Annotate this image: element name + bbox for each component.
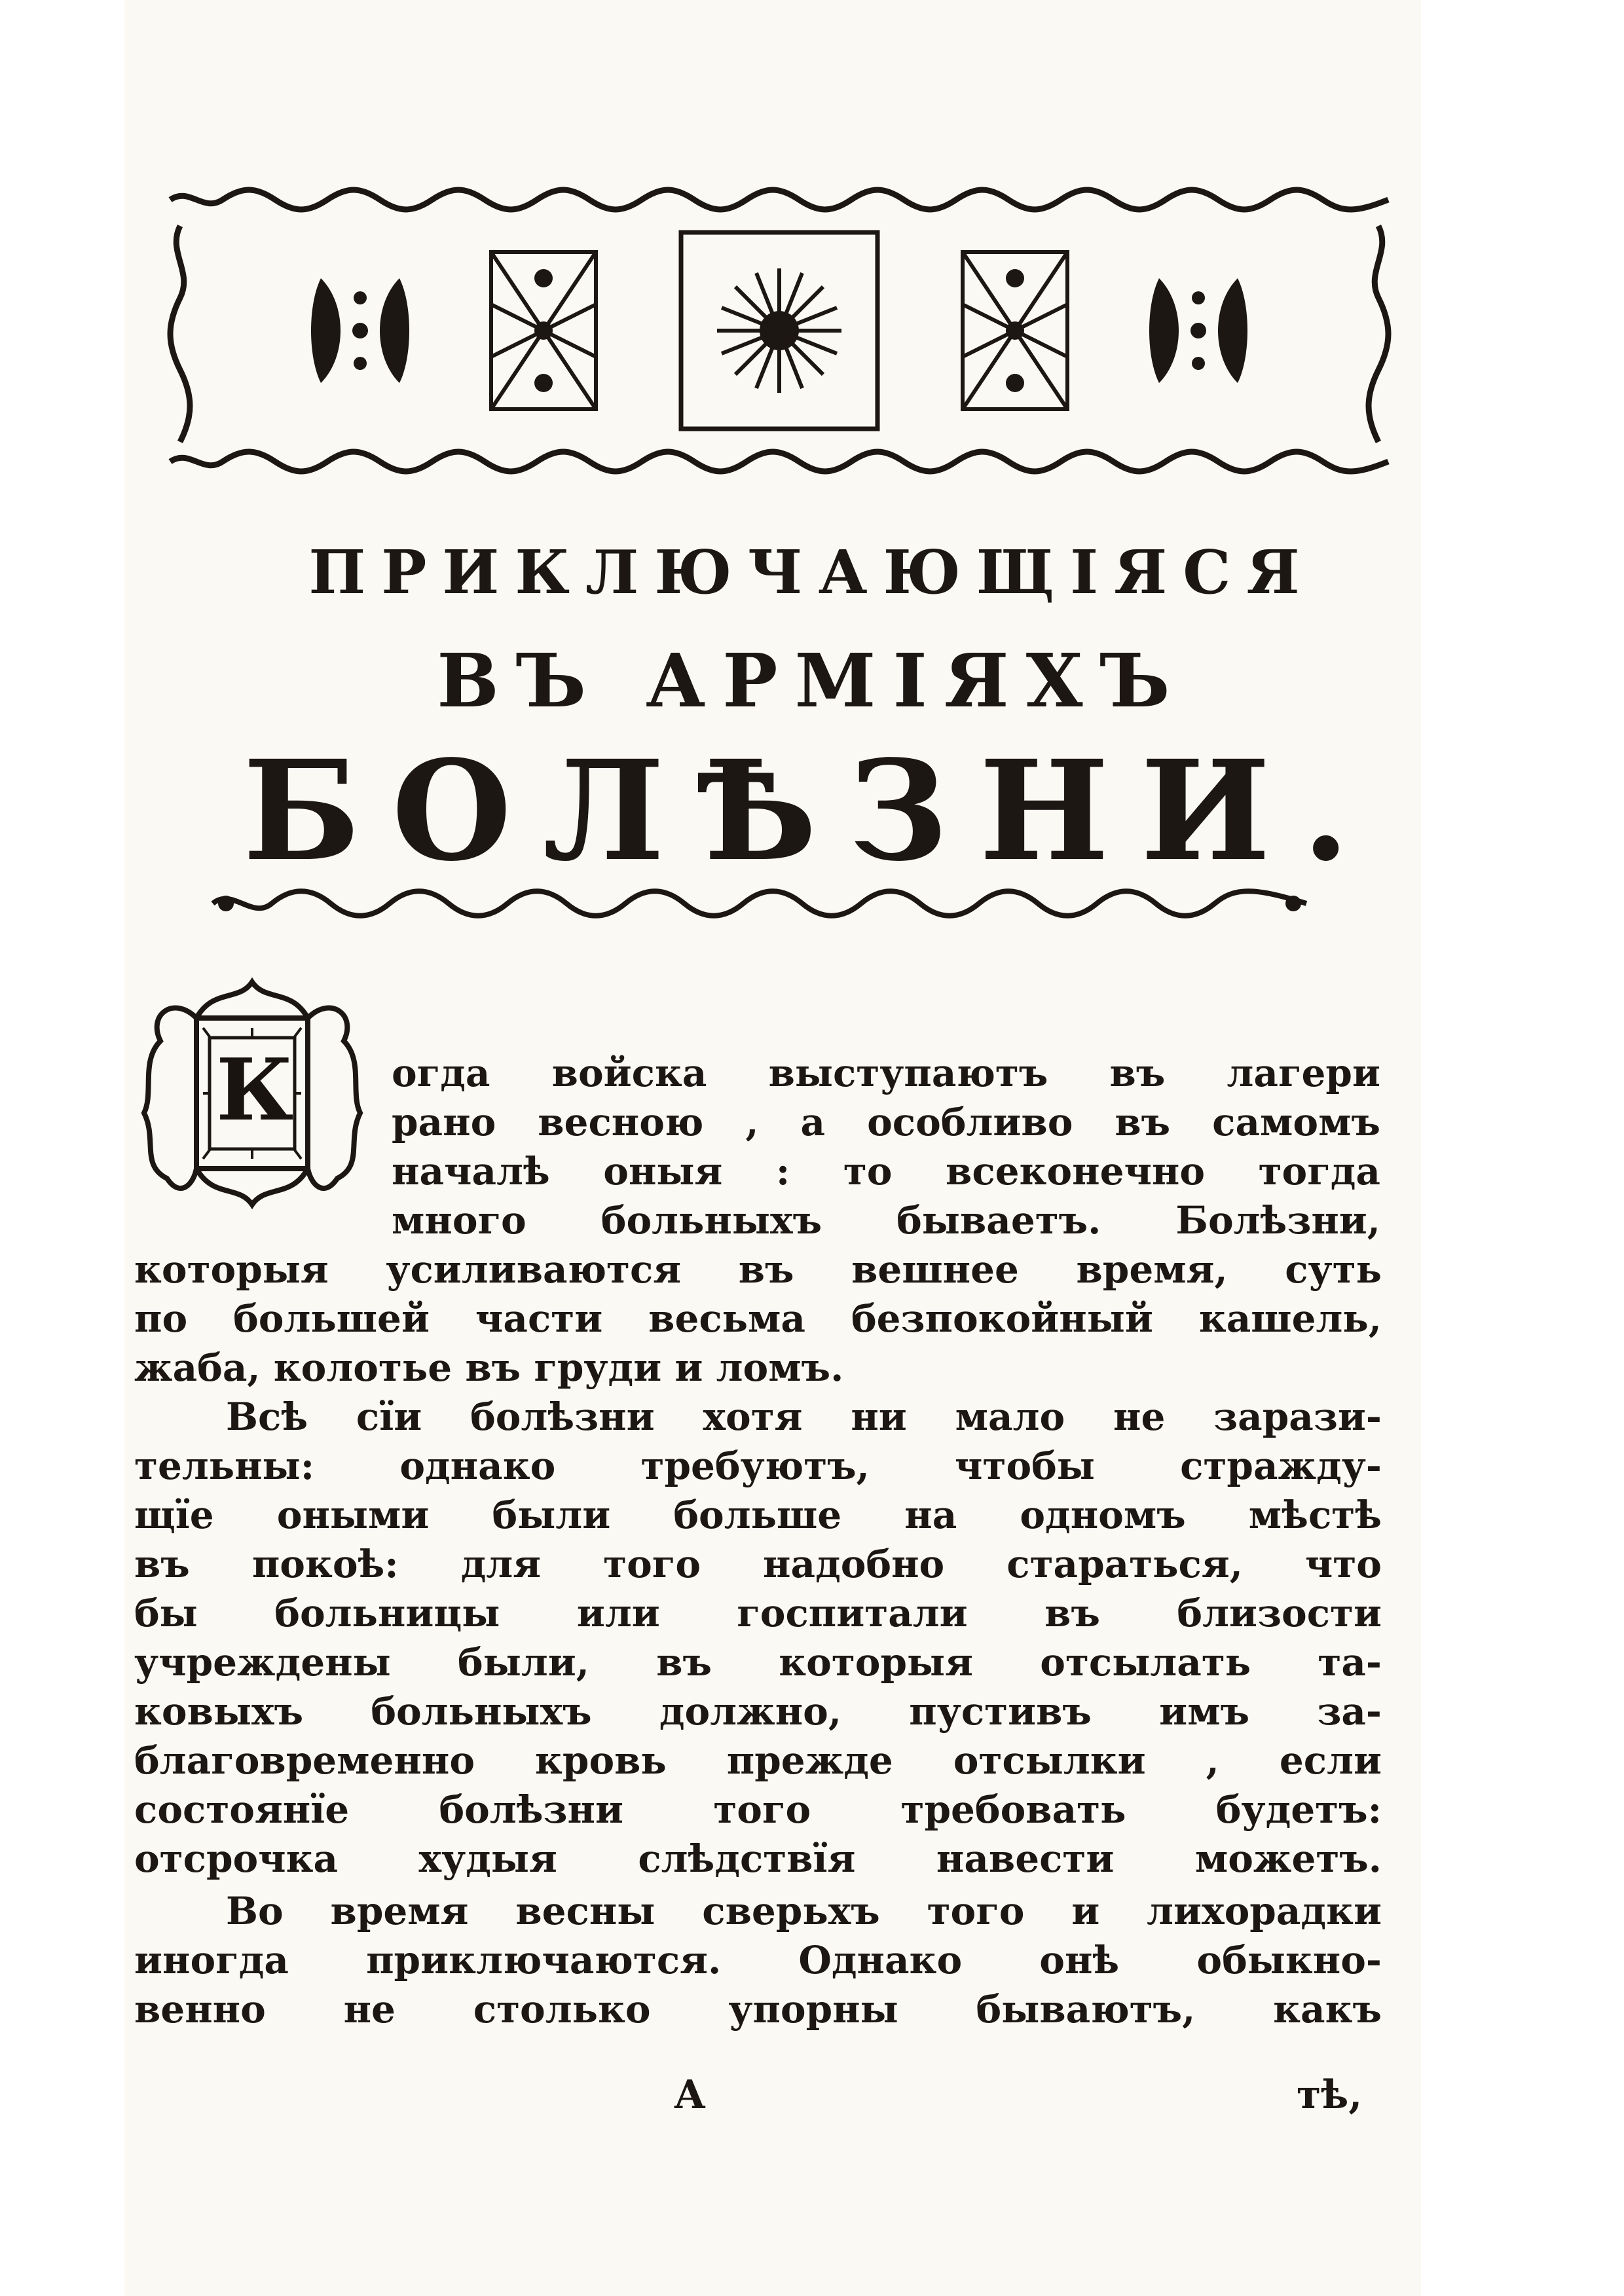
paragraph-1-line-7: жаба, колотье въ груди и ломъ. bbox=[134, 1345, 844, 1390]
paragraph-3-line-3: венно не столько упорны бываютъ, какъ bbox=[134, 1987, 1382, 2032]
paragraph-2-line-4: въ покоѣ: для того надобно стараться, что bbox=[134, 1542, 1382, 1586]
paragraph-2-line-9: состоянїе болѣзни того требовать будетъ: bbox=[134, 1787, 1382, 1832]
paragraph-3-line-2: иногда приключаются. Однако онѣ обыкно- bbox=[134, 1938, 1382, 1982]
title-line-2: ВЪ АРМІЯХЪ bbox=[437, 638, 1187, 724]
dropcap-letter: К bbox=[216, 1040, 294, 1140]
paragraph-1-line-3: началѣ оныя : то всеконечно тогда bbox=[392, 1149, 1380, 1194]
paragraph-2-line-1: Всѣ сїи болѣзни хотя ни мало не зарази- bbox=[226, 1394, 1382, 1439]
paragraph-3-line-1: Во время весны сверьхъ того и лихорадки bbox=[226, 1889, 1382, 1933]
title-line-3: БОЛѢЗНИ. bbox=[242, 730, 1382, 892]
paragraph-2-line-2: тельны: однако требуютъ, чтобы стражду- bbox=[134, 1444, 1382, 1488]
paragraph-2-line-7: ковыхъ больныхъ должно, пустивъ имъ за- bbox=[134, 1689, 1382, 1734]
paragraph-1-line-5: которыя усиливаются въ вешнее время, суть bbox=[134, 1247, 1382, 1292]
title-line-1: ПРИКЛЮЧАЮЩІЯСЯ bbox=[308, 537, 1316, 608]
dropcap-frame bbox=[134, 969, 370, 1218]
paragraph-1-line-6: по большей части весьма безпокойный кашель, bbox=[134, 1296, 1382, 1341]
signature-mark: A bbox=[674, 2072, 705, 2118]
paragraph-2-line-10: отсрочка худыя слѣдствїя навести можетъ. bbox=[134, 1836, 1382, 1881]
paragraph-1-line-2: рано весною , а особливо въ самомъ bbox=[392, 1100, 1380, 1144]
headpiece-ornament bbox=[164, 187, 1395, 475]
paragraph-2-line-3: щїе оными были больше на одномъ мѣстѣ bbox=[134, 1493, 1382, 1537]
paragraph-2-line-6: учреждены были, въ которыя отсылать та- bbox=[134, 1640, 1382, 1685]
divider-ornament bbox=[206, 881, 1313, 926]
paragraph-2-line-5: бы больницы или госпитали въ близости bbox=[134, 1591, 1382, 1635]
paragraph-1-line-4: много больныхъ бываетъ. Болѣзни, bbox=[392, 1198, 1380, 1243]
paragraph-1-line-1: огда войска выступаютъ въ лагери bbox=[392, 1051, 1380, 1095]
catchword: тѣ, bbox=[1297, 2072, 1363, 2118]
paragraph-2-line-8: благовременно кровь прежде отсылки , если bbox=[134, 1738, 1382, 1783]
